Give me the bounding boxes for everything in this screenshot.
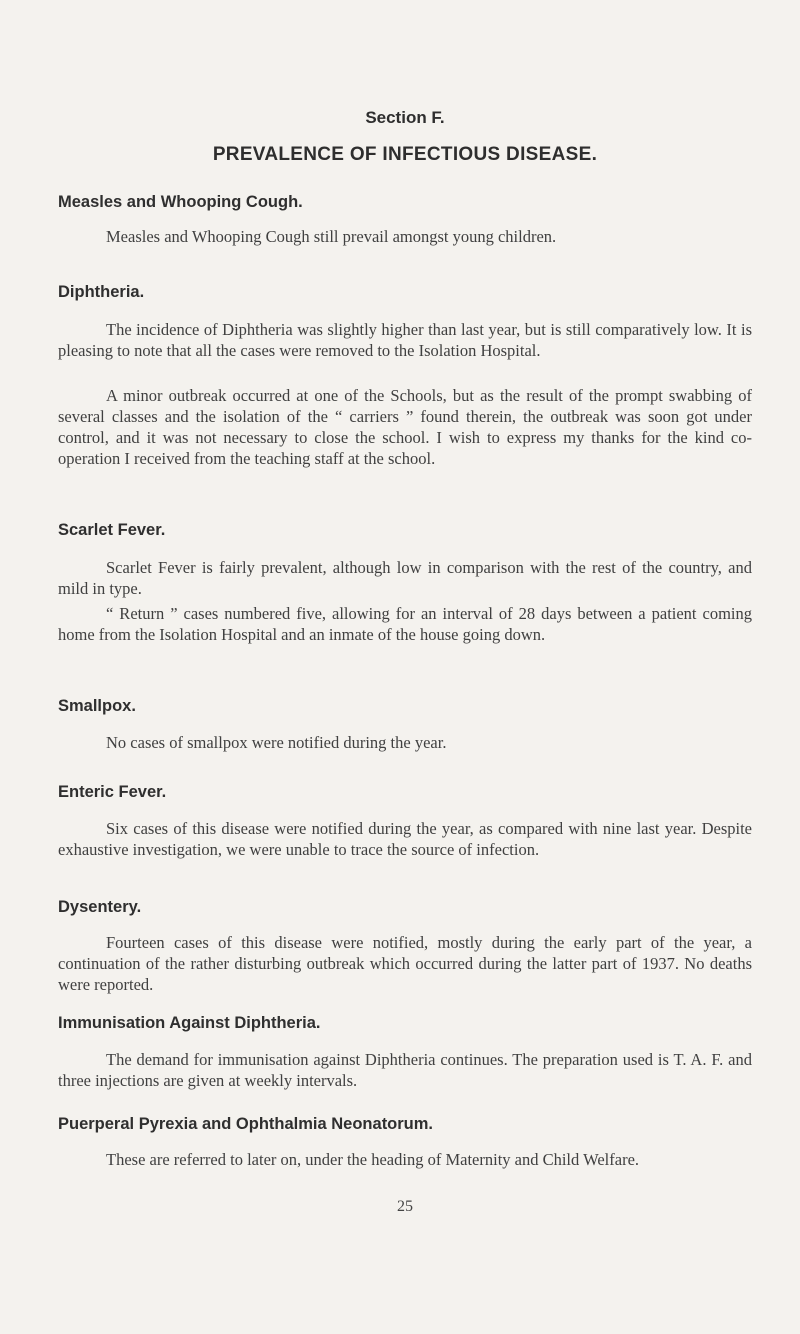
paragraph-diphtheria-1: The incidence of Diphtheria was slightly higher than last year, but is still comparatively low. It is pleasing to note that all the cases were removed to the Isolation Hospital. bbox=[58, 320, 752, 360]
paragraph-puerperal-pyrexia: These are referred to later on, under the heading of Maternity and Child Welfare. bbox=[106, 1150, 640, 1169]
paragraph-diphtheria-2: A minor outbreak occurred at one of the Schools, but as the result of the prompt swabbing of several classes and the isolation of the “ carriers ” found therein, the outbreak was soon got under control, and it was not necessary to close the school. I wish to express my thanks for the kind co-operation I received from the teaching staff at the school. bbox=[58, 386, 752, 468]
heading-scarlet-fever: Scarlet Fever. bbox=[58, 521, 166, 539]
heading-immunisation: Immunisation Against Diphtheria. bbox=[58, 1014, 321, 1032]
heading-diphtheria: Diphtheria. bbox=[58, 283, 145, 301]
paragraph-enteric-fever: Six cases of this disease were notified during the year, as compared with nine last year. Despite exhaustive investigation, we were unable to trace the source of infection. bbox=[58, 819, 752, 859]
paragraph-scarlet-fever-1: Scarlet Fever is fairly prevalent, although low in comparison with the rest of the country, and mild in type. bbox=[58, 558, 752, 598]
heading-measles: Measles and Whooping Cough. bbox=[58, 193, 303, 211]
heading-enteric-fever: Enteric Fever. bbox=[58, 783, 167, 801]
section-label: Section F. bbox=[365, 108, 445, 127]
paragraph-scarlet-fever-2: “ Return ” cases numbered five, allowing for an interval of 28 days between a patient coming home from the Isolation Hospital and an inmate of the house going down. bbox=[58, 604, 752, 644]
paragraph-dysentery: Fourteen cases of this disease were notified, mostly during the early part of the year, a continuation of the rather disturbing outbreak which occurred during the latter part of 1937. No deaths were reported. bbox=[58, 933, 752, 994]
heading-smallpox: Smallpox. bbox=[58, 697, 136, 715]
document-page bbox=[58, 0, 752, 1334]
paragraph-measles: Measles and Whooping Cough still prevail amongst young children. bbox=[106, 227, 557, 246]
heading-dysentery: Dysentery. bbox=[58, 898, 142, 916]
paragraph-immunisation: The demand for immunisation against Diphtheria continues. The preparation used is T. A. F. and three injections are given at weekly intervals. bbox=[58, 1050, 752, 1090]
page-number: 25 bbox=[397, 1198, 413, 1215]
page-title: PREVALENCE OF INFECTIOUS DISEASE. bbox=[212, 144, 598, 165]
heading-puerperal-pyrexia: Puerperal Pyrexia and Ophthalmia Neonatorum. bbox=[58, 1115, 434, 1133]
paragraph-smallpox: No cases of smallpox were notified during the year. bbox=[106, 733, 447, 752]
